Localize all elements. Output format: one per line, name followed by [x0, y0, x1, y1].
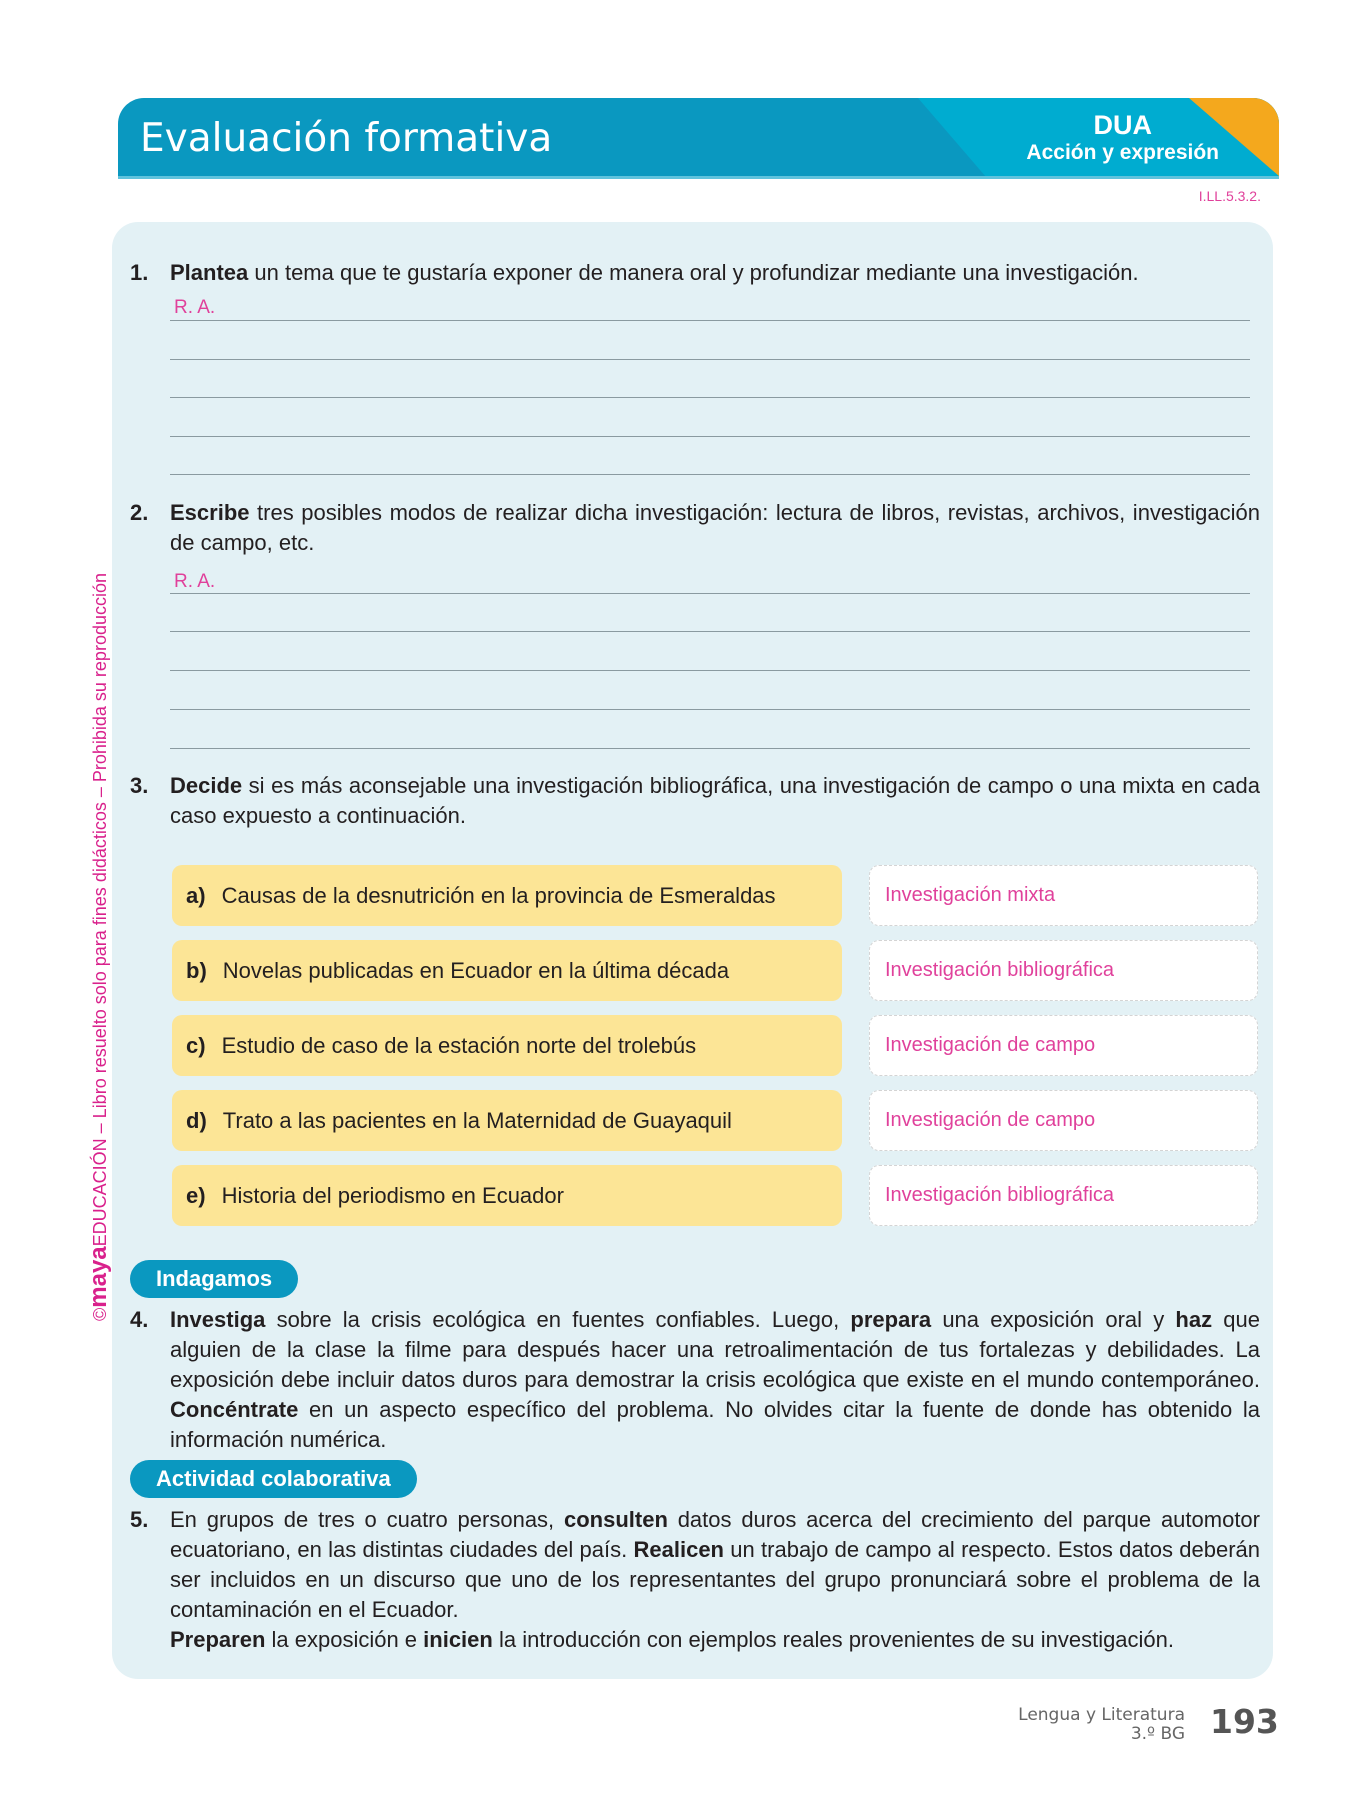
case-statement [172, 1015, 842, 1076]
section-header [118, 98, 1279, 179]
dua-label [1026, 110, 1219, 165]
question-2 [130, 498, 1260, 558]
skill-code: I.LL.5.3.2. [1198, 188, 1261, 204]
question-5 [130, 1505, 1260, 1655]
answer-line[interactable] [170, 709, 1250, 710]
case-text: Estudio de caso de la estación norte del trolebús [221, 1033, 697, 1058]
footer [1018, 1706, 1185, 1744]
case-answer-field[interactable]: Investigación bibliográfica [869, 1165, 1258, 1226]
case-answer-field[interactable]: Investigación bibliográfica [869, 940, 1258, 1001]
bold-verb: haz [1175, 1307, 1213, 1332]
bold-verb: consulten [563, 1507, 668, 1532]
copyright-text: EDUCACIÓN – Libro resuelto solo para fines didácticos – Prohibida su reproducción [90, 573, 110, 1247]
answer-line[interactable] [170, 397, 1250, 398]
bold-verb: Plantea [170, 260, 249, 285]
case-row [172, 865, 1292, 926]
case-text: Historia del periodismo en Ecuador [221, 1183, 564, 1208]
indagamos-badge: Indagamos [130, 1260, 298, 1298]
case-answer-field[interactable]: Investigación mixta [869, 865, 1258, 926]
question-text [170, 1305, 1260, 1455]
answer-2: R. A. [174, 571, 216, 592]
text-segment: que alguien de la clase la filme para después hacer una retroalimentación de tus fortalezas y debilidades. La exposición debe incluir datos duros para demostrar la crisis ecológica que existe en el mundo contemporáneo. [170, 1307, 1261, 1392]
bold-verb: Concéntrate [170, 1397, 299, 1422]
case-text: Novelas publicadas en Ecuador en la última década [222, 958, 730, 983]
copyright-symbol: © [90, 1307, 110, 1321]
bold-verb: Preparen [170, 1627, 266, 1652]
case-letter: e) [186, 1183, 206, 1208]
case-row [172, 1165, 1292, 1226]
case-text: Causas de la desnutrición en la provincia de Esmeraldas [221, 883, 776, 908]
dua-title: DUA [1093, 110, 1152, 140]
bold-verb: Decide [170, 773, 243, 798]
question-text [170, 1505, 1260, 1625]
question-text [170, 258, 1260, 288]
text-segment: la introducción con ejemplos reales provenientes de su investigación. [492, 1627, 1175, 1652]
page-title: Evaluación formativa [140, 116, 553, 161]
text-segment: una exposición oral y [931, 1307, 1176, 1332]
bold-verb: Investiga [170, 1307, 266, 1332]
case-statement [172, 865, 842, 926]
question-number: 2. [130, 500, 149, 525]
case-row [172, 940, 1292, 1001]
answer-line[interactable] [170, 359, 1250, 360]
grade: 3.º BG [1130, 1724, 1185, 1744]
subject: Lengua y Literatura [1018, 1705, 1185, 1725]
text-segment: En grupos de tres o cuatro personas, [170, 1507, 564, 1532]
case-letter: b) [186, 958, 207, 983]
question-3 [130, 771, 1260, 831]
bold-verb: Escribe [170, 500, 250, 525]
brand-logo: maya [85, 1246, 112, 1308]
case-letter: a) [186, 883, 206, 908]
question-number: 5. [130, 1507, 149, 1532]
text-segment: un tema que te gustaría exponer de manera oral y profundizar mediante una investigación. [248, 260, 1139, 285]
dua-subtitle: Acción y expresión [1026, 141, 1219, 164]
case-statement [172, 1090, 842, 1151]
page-number: 193 [1210, 1702, 1279, 1741]
question-number: 4. [130, 1307, 149, 1332]
text-segment: datos duros acerca del crecimiento del parque automotor ecuatoriano, en las distintas ciudades del país. [170, 1507, 1260, 1562]
question-4 [130, 1305, 1260, 1455]
question-text [170, 498, 1260, 558]
collaborative-badge: Actividad colaborativa [130, 1460, 417, 1498]
question-number: 1. [130, 260, 149, 285]
bold-verb: prepara [850, 1307, 932, 1332]
answer-line[interactable] [170, 320, 1250, 321]
text-segment: si es más aconsejable una investigación bibliográfica, una investigación de campo o una mixta en cada caso expuesto a continuación. [170, 773, 1260, 828]
bold-verb: Realicen [633, 1537, 724, 1562]
case-answer-field[interactable]: Investigación de campo [869, 1090, 1258, 1151]
case-row [172, 1090, 1292, 1151]
answer-line[interactable] [170, 474, 1250, 475]
answer-line[interactable] [170, 631, 1250, 632]
question-1 [130, 258, 1260, 288]
answer-line[interactable] [170, 593, 1250, 594]
answer-line[interactable] [170, 436, 1250, 437]
activity-panel [112, 222, 1273, 1679]
answer-1: R. A. [174, 297, 216, 318]
text-segment: tres posibles modos de realizar dicha investigación: lectura de libros, revistas, archivos, investigación de campo, etc. [170, 500, 1260, 555]
bold-verb: inicien [423, 1627, 493, 1652]
text-segment: un trabajo de campo al respecto. Estos datos deberán ser incluidos en un discurso que uno de los representantes del grupo pronunciará sobre el problema de la contaminación en el Ecuador. [170, 1537, 1260, 1622]
text-segment: sobre la crisis ecológica en fuentes confiables. Luego, [265, 1307, 851, 1332]
copyright-sidebar [85, 573, 113, 1321]
case-statement [172, 940, 842, 1001]
case-answer-field[interactable]: Investigación de campo [869, 1015, 1258, 1076]
text-segment: la exposición e [265, 1627, 424, 1652]
case-text: Trato a las pacientes en la Maternidad de Guayaquil [222, 1108, 732, 1133]
answer-line[interactable] [170, 748, 1250, 749]
answer-line[interactable] [170, 670, 1250, 671]
case-row [172, 1015, 1292, 1076]
case-statement [172, 1165, 842, 1226]
question-text [170, 771, 1260, 831]
question-text-2 [170, 1625, 1260, 1655]
case-letter: d) [186, 1108, 207, 1133]
case-letter: c) [186, 1033, 206, 1058]
question-number: 3. [130, 773, 149, 798]
text-segment: en un aspecto específico del problema. No olvides citar la fuente de donde has obtenido la información numérica. [170, 1397, 1260, 1452]
